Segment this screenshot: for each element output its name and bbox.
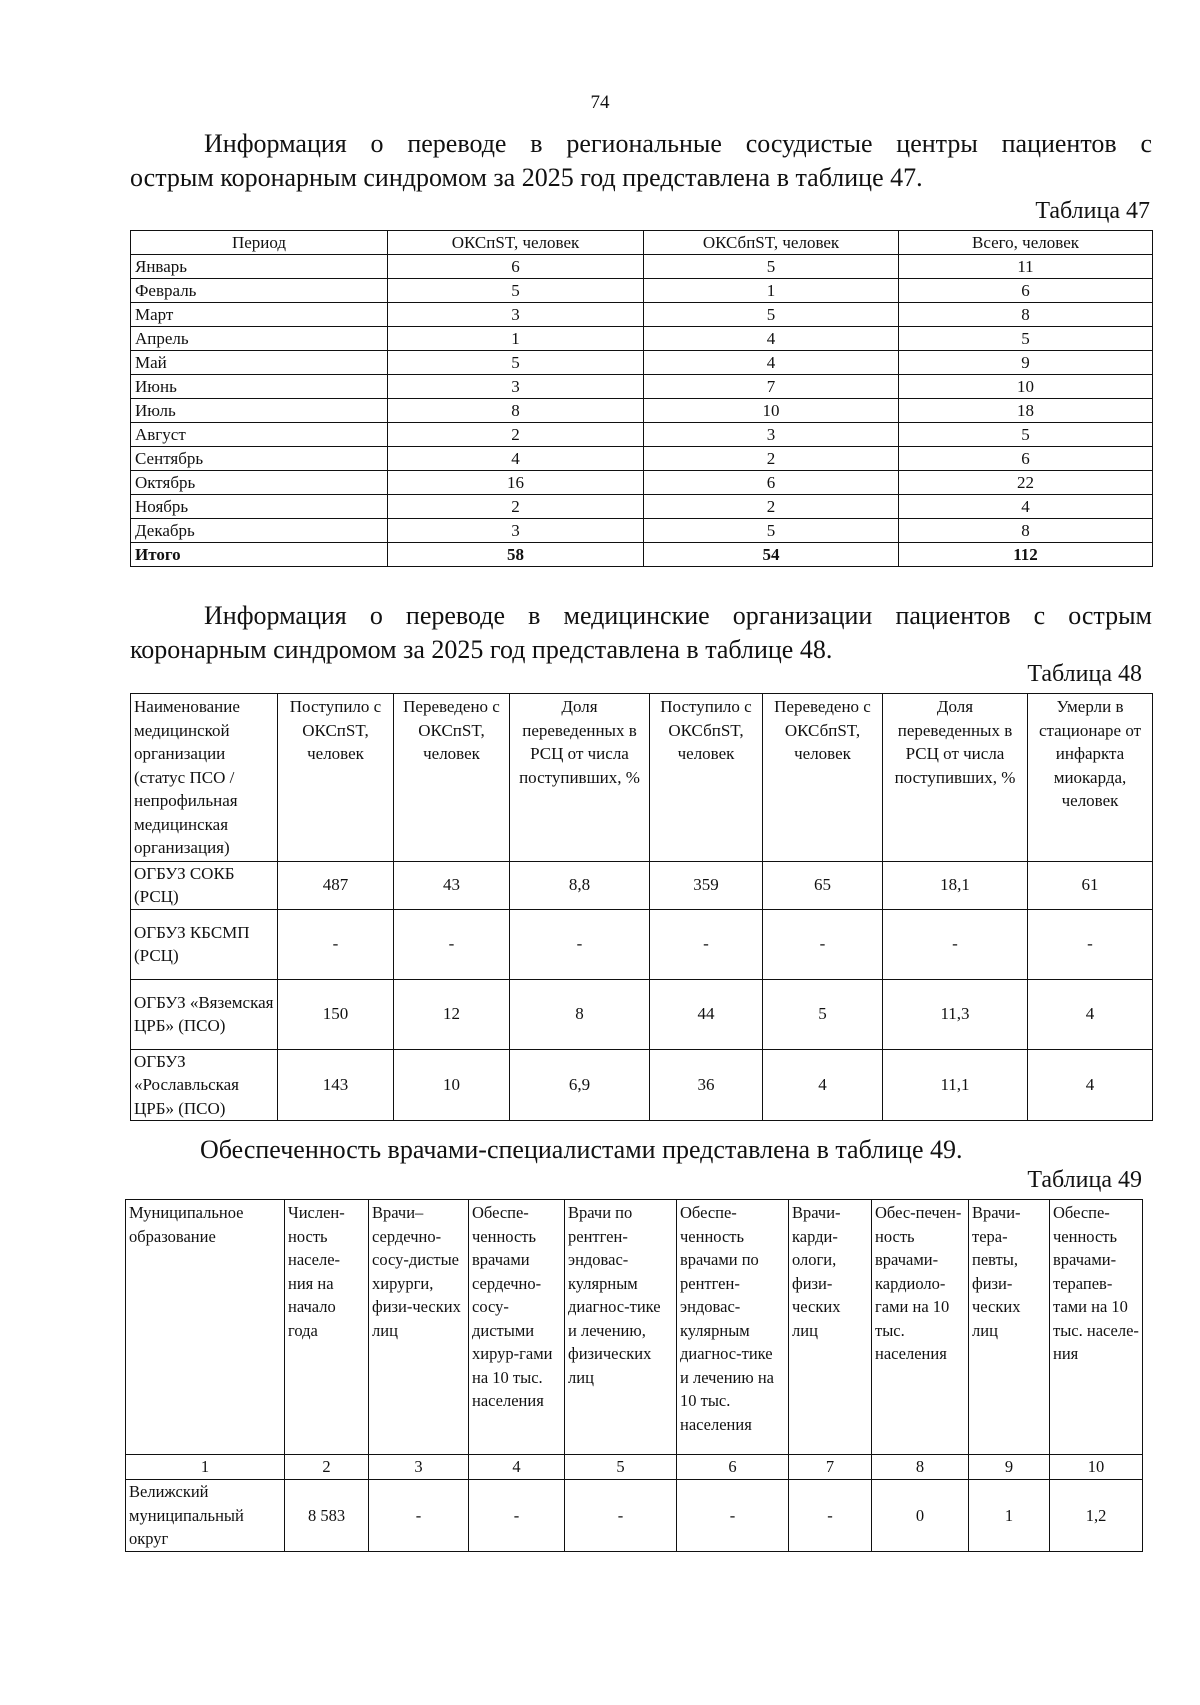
- t48-header-admitted-nst: Поступило с ОКСбпST, человек: [650, 694, 763, 862]
- table-cell: 6: [899, 447, 1153, 471]
- table-row: [131, 909, 1153, 979]
- t48-header-transferred-st: Переведено с ОКСпST, человек: [394, 694, 510, 862]
- table48-header-row: [131, 694, 1153, 862]
- table-cell: 8: [510, 979, 650, 1049]
- table-total-row: [131, 543, 1153, 567]
- table-cell: Январь: [131, 255, 388, 279]
- table-row: [131, 861, 1153, 909]
- table-cell: Май: [131, 351, 388, 375]
- table-cell: 58: [388, 543, 644, 567]
- table-row: [131, 495, 1153, 519]
- table-cell: 10: [644, 399, 899, 423]
- table-cell: -: [883, 909, 1028, 979]
- t49-header-therapists-rate: Обеспе-ченность врачами-терапев-тами на 10 тыс. населе-ния: [1050, 1200, 1143, 1455]
- table-cell: 4: [644, 351, 899, 375]
- table-cell: 5: [644, 303, 899, 327]
- table-row: [131, 327, 1153, 351]
- table-row: [131, 303, 1153, 327]
- intro-49-line1: Обеспеченность врачами-специалистами представлена в таблице 49.: [200, 1135, 963, 1164]
- table-cell: 8,8: [510, 861, 650, 909]
- table-row: [131, 423, 1153, 447]
- table-cell: Август: [131, 423, 388, 447]
- table-cell: Июль: [131, 399, 388, 423]
- table-cell: 2: [388, 495, 644, 519]
- table-cell: 4: [1028, 979, 1153, 1049]
- table-cell: 1: [969, 1480, 1050, 1552]
- table-cell: 2: [644, 495, 899, 519]
- table-cell: 16: [388, 471, 644, 495]
- table49-header-row: [126, 1200, 1143, 1455]
- table-cell: 5: [388, 351, 644, 375]
- table-cell: Апрель: [131, 327, 388, 351]
- table-cell: Итого: [131, 543, 388, 567]
- table-row: [131, 255, 1153, 279]
- intro-paragraph-49: [200, 1133, 1150, 1167]
- table-cell: 6: [899, 279, 1153, 303]
- t48-header-admitted-st: Поступило с ОКСпST, человек: [278, 694, 394, 862]
- table-cell: 6: [644, 471, 899, 495]
- table-cell: Велижский муниципальный округ: [126, 1480, 285, 1552]
- table49-caption: Таблица 49: [1027, 1167, 1142, 1193]
- table-cell: 143: [278, 1049, 394, 1121]
- table-cell: 3: [644, 423, 899, 447]
- table-cell: 0: [872, 1480, 969, 1552]
- table-cell: 61: [1028, 861, 1153, 909]
- table-cell: -: [650, 909, 763, 979]
- table-cell: 8: [899, 303, 1153, 327]
- table-cell: 5: [644, 519, 899, 543]
- table-cell: 4: [388, 447, 644, 471]
- table-cell: 1: [126, 1455, 285, 1480]
- table-cell: -: [677, 1480, 789, 1552]
- table-row: [131, 471, 1153, 495]
- table-cell: 7: [644, 375, 899, 399]
- table-cell: 11,3: [883, 979, 1028, 1049]
- table-cell: 65: [763, 861, 883, 909]
- intro-48-line1: Информация о переводе в медицинские организации пациентов с острым: [204, 601, 1152, 630]
- t49-header-cardiologists-rate: Обес-печен-ность врачами-кардиоло-гами на 10 тыс. населения: [872, 1200, 969, 1455]
- table-cell: 8: [899, 519, 1153, 543]
- table-cell: 8 583: [285, 1480, 369, 1552]
- table-cell: 3: [388, 303, 644, 327]
- table-cell: 8: [388, 399, 644, 423]
- t48-header-transferred-nst: Переведено с ОКСбпST, человек: [763, 694, 883, 862]
- table-row: [131, 351, 1153, 375]
- table-cell: 9: [899, 351, 1153, 375]
- table-cell: 4: [899, 495, 1153, 519]
- table-cell: 6: [677, 1455, 789, 1480]
- table-cell: 4: [1028, 1049, 1153, 1121]
- page-number: 74: [590, 92, 610, 113]
- table-cell: 150: [278, 979, 394, 1049]
- table-cell: 18,1: [883, 861, 1028, 909]
- table-cell: 6,9: [510, 1049, 650, 1121]
- table-cell: -: [510, 909, 650, 979]
- table-cell: 6: [388, 255, 644, 279]
- table-cell: Октябрь: [131, 471, 388, 495]
- table-cell: 43: [394, 861, 510, 909]
- table-cell: -: [763, 909, 883, 979]
- table-cell: 5: [899, 423, 1153, 447]
- intro-47-line2: острым коронарным синдромом за 2025 год представлена в таблице 47.: [130, 163, 923, 192]
- table48-body: [131, 861, 1153, 1121]
- table-cell: -: [789, 1480, 872, 1552]
- table-cell: Декабрь: [131, 519, 388, 543]
- t49-header-cv-surgeons-rate: Обеспе-ченность врачами сердечно-сосу-дистыми хирур-гами на 10 тыс. населения: [469, 1200, 565, 1455]
- table-row: [131, 447, 1153, 471]
- t48-header-org: Наименование медицинской организации (статус ПСО / непрофильная медицинская организация): [131, 694, 278, 862]
- t48-header-died: Умерли в стационаре от инфаркта миокарда, человек: [1028, 694, 1153, 862]
- table48-caption: Таблица 48: [1027, 661, 1142, 687]
- table-cell: 10: [1050, 1455, 1143, 1480]
- table-cell: 5: [899, 327, 1153, 351]
- table-cell: 54: [644, 543, 899, 567]
- intro-paragraph-48: [130, 599, 1152, 667]
- table-cell: Ноябрь: [131, 495, 388, 519]
- table-cell: 9: [969, 1455, 1050, 1480]
- table-cell: 10: [899, 375, 1153, 399]
- table-row: [131, 399, 1153, 423]
- table-cell: Июнь: [131, 375, 388, 399]
- table-47: [130, 230, 1153, 567]
- table-cell: 5: [644, 255, 899, 279]
- table-49: [125, 1199, 1143, 1552]
- t49-header-municipality: Муниципальное образование: [126, 1200, 285, 1455]
- table-cell: 22: [899, 471, 1153, 495]
- table-cell: 359: [650, 861, 763, 909]
- table-cell: Сентябрь: [131, 447, 388, 471]
- table-row: [131, 375, 1153, 399]
- table-cell: 10: [394, 1049, 510, 1121]
- table-cell: 11,1: [883, 1049, 1028, 1121]
- table49-body: [126, 1455, 1143, 1552]
- t49-header-xray-doctors-rate: Обеспе-ченность врачами по рентген-эндовас-кулярным диагнос-тике и лечению на 10 тыс. населения: [677, 1200, 789, 1455]
- t49-header-population: Числен-ность населе-ния на начало года: [285, 1200, 369, 1455]
- table-cell: ОГБУЗ «Вяземская ЦРБ» (ПСО): [131, 979, 278, 1049]
- table-cell: -: [565, 1480, 677, 1552]
- table-row: [126, 1480, 1143, 1552]
- table-cell: -: [369, 1480, 469, 1552]
- table-48: [130, 693, 1153, 1121]
- table-cell: 5: [763, 979, 883, 1049]
- table-cell: 4: [469, 1455, 565, 1480]
- table-cell: 7: [789, 1455, 872, 1480]
- table-cell: 1: [644, 279, 899, 303]
- table-cell: 44: [650, 979, 763, 1049]
- table-cell: -: [394, 909, 510, 979]
- table-cell: 3: [388, 519, 644, 543]
- intro-47-line1: Информация о переводе в региональные сосудистые центры пациентов с: [204, 129, 1152, 158]
- table-cell: 4: [763, 1049, 883, 1121]
- t48-header-share-nst: Доля переведенных в РСЦ от числа поступивших, %: [883, 694, 1028, 862]
- intro-paragraph-47: [130, 127, 1152, 195]
- table-cell: 4: [644, 327, 899, 351]
- table-cell: 3: [369, 1455, 469, 1480]
- table-cell: 1,2: [1050, 1480, 1143, 1552]
- table-cell: 1: [388, 327, 644, 351]
- t47-header-oksnst: ОКСпST, человек: [388, 231, 644, 255]
- t47-header-total: Всего, человек: [899, 231, 1153, 255]
- table-row: [131, 1049, 1153, 1121]
- t48-header-share-st: Доля переведенных в РСЦ от числа поступивших, %: [510, 694, 650, 862]
- table-cell: 18: [899, 399, 1153, 423]
- table-cell: ОГБУЗ КБСМП (РСЦ): [131, 909, 278, 979]
- t47-header-period: Период: [131, 231, 388, 255]
- t47-header-oksbpst: ОКСбпST, человек: [644, 231, 899, 255]
- table-cell: 5: [565, 1455, 677, 1480]
- t49-header-xray-doctors: Врачи по рентген-эндовас-кулярным диагнос-тике и лечению, физических лиц: [565, 1200, 677, 1455]
- table-cell: 5: [388, 279, 644, 303]
- table-cell: 487: [278, 861, 394, 909]
- table-cell: Февраль: [131, 279, 388, 303]
- table-cell: -: [1028, 909, 1153, 979]
- table47-caption: Таблица 47: [1035, 198, 1150, 224]
- table-cell: 8: [872, 1455, 969, 1480]
- table-row: [131, 279, 1153, 303]
- table-row: [131, 519, 1153, 543]
- table-cell: -: [278, 909, 394, 979]
- table47-body: [131, 255, 1153, 567]
- t49-header-cardiologists: Врачи-карди-ологи, физи-ческих лиц: [789, 1200, 872, 1455]
- table-cell: 112: [899, 543, 1153, 567]
- table-column-numbers-row: [126, 1455, 1143, 1480]
- table-cell: 2: [388, 423, 644, 447]
- table-cell: 11: [899, 255, 1153, 279]
- table-cell: ОГБУЗ «Рославльская ЦРБ» (ПСО): [131, 1049, 278, 1121]
- table-cell: -: [469, 1480, 565, 1552]
- table-cell: 2: [644, 447, 899, 471]
- table-cell: 12: [394, 979, 510, 1049]
- table-row: [131, 979, 1153, 1049]
- table-cell: 36: [650, 1049, 763, 1121]
- intro-48-line2: коронарным синдромом за 2025 год представлена в таблице 48.: [130, 635, 833, 664]
- table47-header-row: [131, 231, 1153, 255]
- table-cell: Март: [131, 303, 388, 327]
- table-cell: ОГБУЗ СОКБ (РСЦ): [131, 861, 278, 909]
- t49-header-therapists: Врачи-тера-певты, физи-ческих лиц: [969, 1200, 1050, 1455]
- table-cell: 3: [388, 375, 644, 399]
- t49-header-cv-surgeons: Врачи–сердечно-сосу-дистые хирурги, физи-ческих лиц: [369, 1200, 469, 1455]
- table-cell: 2: [285, 1455, 369, 1480]
